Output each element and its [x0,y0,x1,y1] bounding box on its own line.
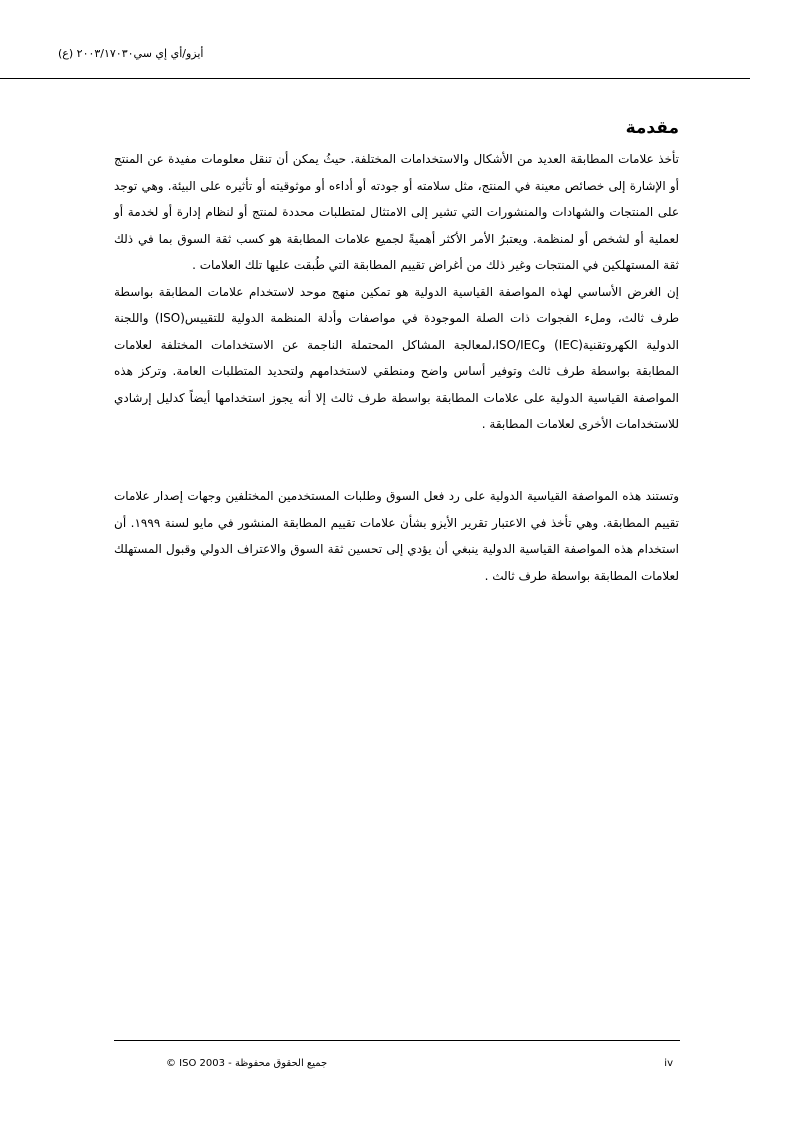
paragraph-1: تأخذ علامات المطابقة العديد من الأشكال والاستخدامات المختلفة. حيثُ يمكن أن تنقل معلومات مفيدة عن المنتج أو الإشارة إلى خصائص معينة في المنتج، مثل سلامته أو جودته أو أداءه أو موثوقيته أو تأثيره على البيئة. وهي توجد على المنتجات والشهادات والمنشورات التي تشير إلى الامتثال لمتطلبات محددة لمنتج أو لنظام إدارة أو لخدمة أو لعملية أو لشخص أو لمنظمة. ويعتبرُ الأمر الأكثر أهميةً لجميع علامات المطابقة هو كسب ثقة السوق بما في ذلك ثقة المستهلكين في المنتجات وغير ذلك من أغراض تقييم المطابقة التي طُبقت عليها تلك العلامات . [114,152,679,272]
section-title: مقدمة [625,118,679,138]
page-header [50,45,750,65]
standard-reference: أيزو/أي إي سي٢٠٠٣/١٧٠٣٠ (ع) [58,47,204,60]
paragraph-2: إن الغرض الأساسي لهذه المواصفة القياسية الدولية هو تمكين منهج موحد لاستخدام علامات المطابقة بواسطة طرف ثالث، وملء الفجوات ذات الصلة الموجودة في مواصفات وأدلة المنظمة الدولية للتقييس(ISO) واللجنة الدولية الكهروتقنية(IEC) وISO/IEC،لمعالجة المشاكل المحتملة الناجمة عن الاستخدامات المختلفة لعلامات المطابقة بواسطة طرف ثالث وتوفير أساس واضح ومنطقي لاستخدامهم ولتحديد المتطلبات العامة. وتركز هذه المواصفة القياسية الدولية على علامات المطابقة بواسطة طرف ثالث إلا أنه يجوز استخدامها أيضاً كدليل إرشادي للاستخدامات الأخرى لعلامات المطابقة . [114,284,679,431]
body-text-block-1 [114,146,679,438]
paragraph-3: وتستند هذه المواصفة القياسية الدولية على رد فعل السوق وطلبات المستخدمين المختلفين وجهات إصدار علامات تقييم المطابقة. وهي تأخذ في الاعتبار تقرير الأيزو بشأن علامات تقييم المطابقة المنشور في مايو لسنة ١٩٩٩. أن استخدام هذه المواصفة القياسية الدولية ينبغي أن يؤدي إلى تحسين ثقة السوق والاعتراف الدولي وقبول المستهلك لعلامات المطابقة بواسطة طرف ثالث . [114,489,679,583]
footer-copyright: © ISO 2003 - جميع الحقوق محفوظة [166,1058,328,1069]
page-number: iv [664,1058,673,1069]
footer-divider [114,1040,680,1041]
body-text-block-2 [114,483,679,589]
header-divider [0,78,750,79]
